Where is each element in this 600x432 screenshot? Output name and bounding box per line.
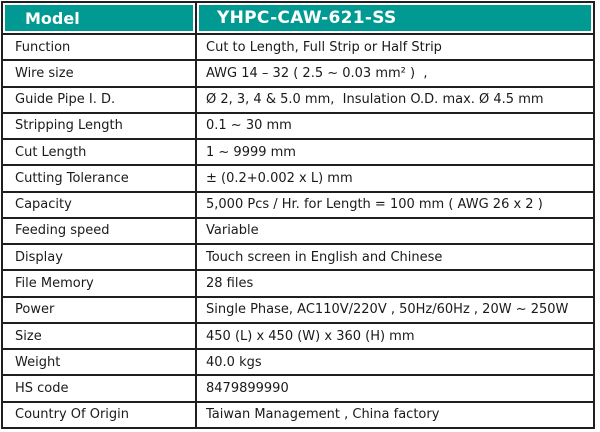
spec-label: Wire size: [2, 60, 196, 86]
spec-value: Single Phase, AC110V/220V , 50Hz/60Hz , 20W ~ 250W: [196, 297, 594, 323]
spec-table-body: [2, 34, 594, 428]
spec-value: AWG 14 – 32 ( 2.5 ~ 0.03 mm² ) ,: [196, 60, 594, 86]
spec-value: Cut to Length, Full Strip or Half Strip: [196, 34, 594, 60]
spec-value: Taiwan Management , China factory: [196, 402, 594, 428]
table-row: [2, 192, 594, 218]
table-row: [2, 323, 594, 349]
spec-label: Cutting Tolerance: [2, 165, 196, 191]
spec-value: Ø 2, 3, 4 & 5.0 mm, Insulation O.D. max. Ø 4.5 mm: [196, 87, 594, 113]
spec-label: Feeding speed: [2, 218, 196, 244]
spec-label: Display: [2, 244, 196, 270]
spec-value: 5,000 Pcs / Hr. for Length = 100 mm ( AWG 26 x 2 ): [196, 192, 594, 218]
table-row: [2, 297, 594, 323]
spec-label: HS code: [2, 375, 196, 401]
spec-value: 450 (L) x 450 (W) x 360 (H) mm: [196, 323, 594, 349]
spec-label: Country Of Origin: [2, 402, 196, 428]
spec-label: Function: [2, 34, 196, 60]
spec-label: Stripping Length: [2, 113, 196, 139]
spec-value: ± (0.2+0.002 x L) mm: [196, 165, 594, 191]
model-number: YHPC-CAW-621-SS: [196, 2, 594, 34]
spec-label: Weight: [2, 349, 196, 375]
table-row: [2, 349, 594, 375]
table-row: [2, 113, 594, 139]
spec-label: File Memory: [2, 270, 196, 296]
spec-value: 0.1 ~ 30 mm: [196, 113, 594, 139]
table-row: [2, 87, 594, 113]
table-row: [2, 244, 594, 270]
table-row: [2, 402, 594, 428]
spec-label: Capacity: [2, 192, 196, 218]
table-row: [2, 34, 594, 60]
table-header-row: [2, 2, 594, 34]
table-row: [2, 218, 594, 244]
spec-value: 1 ~ 9999 mm: [196, 139, 594, 165]
spec-value: Variable: [196, 218, 594, 244]
spec-value: Touch screen in English and Chinese: [196, 244, 594, 270]
spec-label: Size: [2, 323, 196, 349]
spec-value: 28 files: [196, 270, 594, 296]
spec-label: Cut Length: [2, 139, 196, 165]
table-row: [2, 60, 594, 86]
spec-value: 40.0 kgs: [196, 349, 594, 375]
model-header-label: Model: [2, 2, 196, 34]
table-row: [2, 139, 594, 165]
spec-label: Guide Pipe I. D.: [2, 87, 196, 113]
spec-label: Power: [2, 297, 196, 323]
spec-table: [1, 1, 595, 429]
table-row: [2, 165, 594, 191]
spec-value: 8479899990: [196, 375, 594, 401]
table-row: [2, 375, 594, 401]
table-row: [2, 270, 594, 296]
